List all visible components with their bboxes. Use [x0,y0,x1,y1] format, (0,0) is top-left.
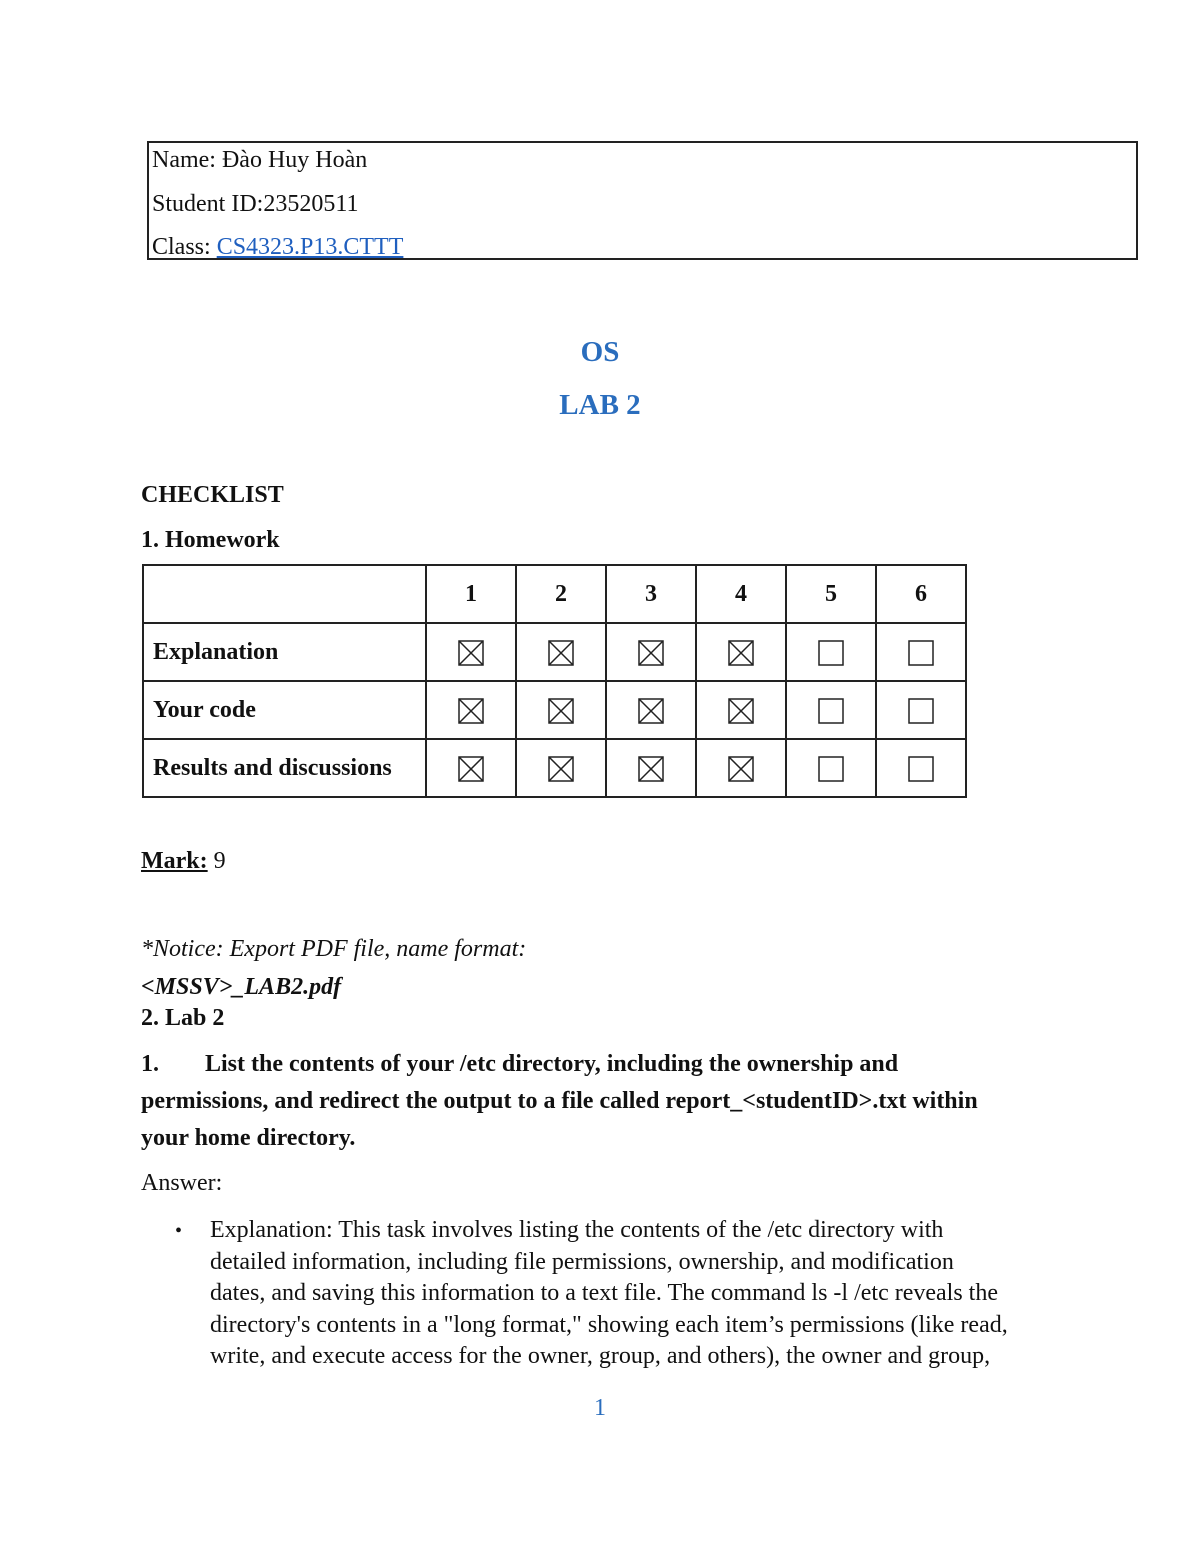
checkbox-cell [876,739,966,797]
checked-box-icon [458,640,484,666]
checkbox-cell [426,623,516,681]
row-label: Results and discussions [143,739,426,797]
checkbox[interactable] [548,756,574,782]
empty-box-icon [818,756,844,782]
checkbox[interactable] [458,756,484,782]
checkbox-cell [786,739,876,797]
checkbox-cell [426,739,516,797]
answer-label: Answer: [141,1170,223,1196]
checkbox-cell [876,623,966,681]
mark [141,848,226,875]
checklist-table [142,564,967,798]
explanation-line: write, and execute access for the owner, group, and others), the owner and group, [210,1343,991,1369]
checked-box-icon [548,698,574,724]
mark-label: Mark: [141,848,208,874]
column-header: 4 [696,565,786,623]
lab-title: LAB 2 [559,389,641,421]
checkbox[interactable] [458,698,484,724]
checkbox-cell [516,681,606,739]
class-link[interactable]: CS4323.P13.CTTT [216,234,404,260]
checkbox-cell [426,681,516,739]
checkbox-cell [696,739,786,797]
checkbox[interactable] [638,640,664,666]
table-row [143,623,966,681]
checkbox-cell [606,739,696,797]
student-class [152,233,403,261]
checked-box-icon [728,640,754,666]
explanation-line: directory's contents in a "long format," showing each item’s permissions (like read, [210,1311,1008,1338]
question-line-3: your home directory. [141,1125,356,1151]
checked-box-icon [728,698,754,724]
student-name: Name: Đào Huy Hoàn [152,147,368,173]
checked-box-icon [458,756,484,782]
homework-heading: 1. Homework [141,527,280,553]
row-label: Your code [143,681,426,739]
column-header: 2 [516,565,606,623]
filename-format: <MSSV>_LAB2.pdf [141,974,342,1000]
checkbox-cell [696,681,786,739]
checkbox[interactable] [728,698,754,724]
question-number: 1. [141,1051,159,1077]
column-header: 3 [606,565,696,623]
checkbox[interactable] [548,698,574,724]
checkbox[interactable] [818,640,844,666]
checked-box-icon [638,698,664,724]
checkbox-cell [606,623,696,681]
checkbox[interactable] [818,756,844,782]
question-1 [141,1046,1141,1157]
bullet-icon: • [175,1220,183,1242]
checkbox-cell [876,681,966,739]
question-line [141,1046,1141,1083]
checkbox[interactable] [908,698,934,724]
checked-box-icon [638,756,664,782]
checkbox[interactable] [728,640,754,666]
checked-box-icon [638,640,664,666]
checkbox-cell [606,681,696,739]
empty-box-icon [908,756,934,782]
checkbox[interactable] [638,698,664,724]
checkbox[interactable] [638,756,664,782]
column-header: 1 [426,565,516,623]
table-row [143,681,966,739]
page-number: 1 [594,1395,606,1421]
mark-value: 9 [207,848,226,874]
explanation-line: Explanation: This task involves listing the contents of the /etc directory with [210,1217,944,1243]
checkbox-cell [516,623,606,681]
explanation-line: detailed information, including file permissions, ownership, and modification [210,1248,954,1275]
table-corner-cell [143,565,426,623]
checked-box-icon [728,756,754,782]
empty-box-icon [818,640,844,666]
checkbox-cell [786,623,876,681]
checked-box-icon [458,698,484,724]
checkbox-cell [696,623,786,681]
student-id: Student ID:23520511 [152,191,359,217]
explanation-paragraph [210,1215,1140,1373]
table-header-row [143,565,966,623]
checkbox[interactable] [908,756,934,782]
checkbox-cell [786,681,876,739]
column-header: 6 [876,565,966,623]
explanation-line: dates, and saving this information to a text file. The command ls -l /etc reveals the [210,1280,999,1306]
table-row [143,739,966,797]
empty-box-icon [818,698,844,724]
checkbox[interactable] [458,640,484,666]
student-info-box [147,141,1138,260]
checklist-heading: CHECKLIST [141,482,284,508]
column-header: 5 [786,565,876,623]
checkbox[interactable] [908,640,934,666]
course-title: OS [580,336,620,368]
lab-section-heading: 2. Lab 2 [141,1005,225,1031]
checkbox[interactable] [818,698,844,724]
checked-box-icon [548,640,574,666]
class-prefix: Class: [152,234,217,260]
checkbox[interactable] [548,640,574,666]
empty-box-icon [908,640,934,666]
checked-box-icon [548,756,574,782]
row-label: Explanation [143,623,426,681]
empty-box-icon [908,698,934,724]
question-line-1: List the contents of your /etc directory, including the ownership and [205,1051,899,1077]
checkbox-cell [516,739,606,797]
notice-line: *Notice: Export PDF file, name format: [141,936,527,962]
checkbox[interactable] [728,756,754,782]
question-line-2: permissions, and redirect the output to a file called report_<studentID>.txt within [141,1088,978,1114]
